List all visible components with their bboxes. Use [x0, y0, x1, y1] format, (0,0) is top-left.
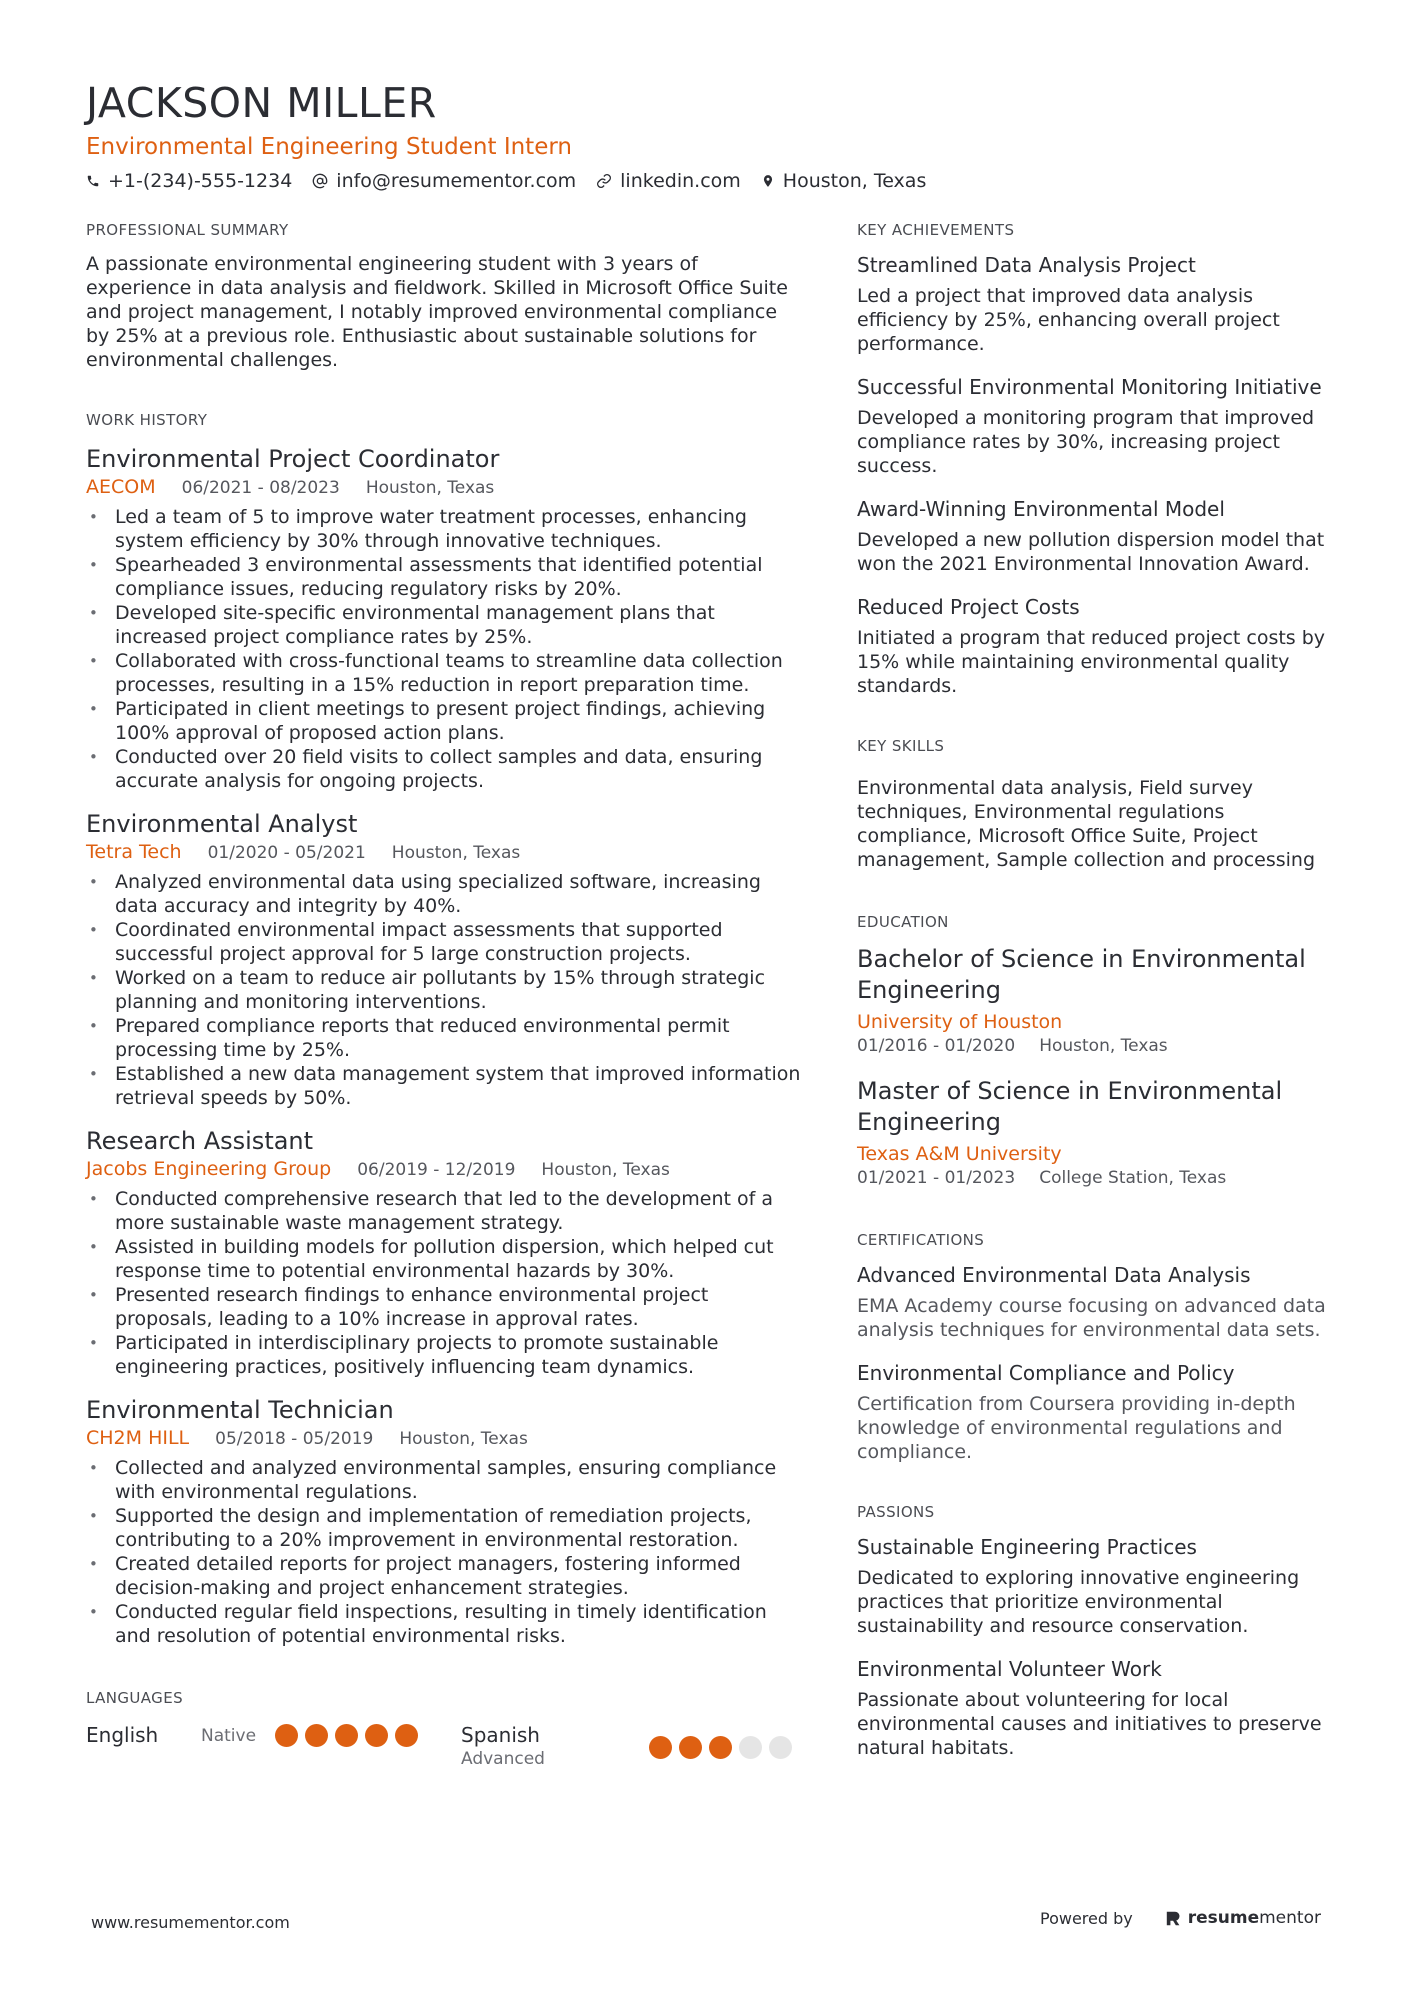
- achievement-title: Award-Winning Environmental Model: [857, 497, 1225, 521]
- job-title: Research Assistant: [86, 1127, 314, 1155]
- achievement-item: [857, 374, 1327, 478]
- brand-bold: resume: [1187, 1908, 1260, 1928]
- rating-dot-empty: [739, 1736, 762, 1759]
- job-title: Environmental Technician: [86, 1396, 394, 1424]
- candidate-name: JACKSON MILLER: [86, 79, 437, 127]
- contact-email[interactable]: [312, 168, 576, 194]
- powered-by-label: Powered by: [1040, 1908, 1133, 1928]
- rating-dot-filled: [395, 1724, 418, 1747]
- passion-item: [857, 1534, 1327, 1638]
- resumementor-logo-icon: [1165, 1909, 1183, 1927]
- language-level: Advanced: [461, 1749, 545, 1769]
- certification-item: [857, 1360, 1327, 1464]
- certification-title: Advanced Environmental Data Analysis: [857, 1263, 1251, 1287]
- work-history-heading: WORK HISTORY: [86, 411, 208, 429]
- job-bullet: • Prepared compliance reports that reduced environmental permit processing time by 25%.: [86, 1014, 804, 1062]
- education-item: [857, 1076, 1327, 1190]
- job-bullet: • Led a team of 5 to improve water treatment processes, enhancing system efficiency by 30% through innovative techniques.: [86, 505, 804, 553]
- summary-text: A passionate environmental engineering student with 3 years of experience in data analysis and fieldwork. Skilled in Microsoft Office Suite and project management, I notably improved environmental compliance by 25% at a previous role. Enthusiastic about sustainable solutions for environmental challenges.: [86, 253, 788, 371]
- education-meta: [857, 1034, 1327, 1058]
- achievement-item: [857, 594, 1327, 698]
- education-location: College Station, Texas: [1039, 1168, 1227, 1188]
- brand-rest: mentor: [1259, 1908, 1321, 1928]
- job-bullet: • Analyzed environmental data using specialized software, increasing data accuracy and integrity by 40%.: [86, 870, 804, 918]
- education-meta: [857, 1166, 1327, 1190]
- rating-dot-filled: [305, 1724, 328, 1747]
- job-bullets: [86, 870, 804, 1110]
- job-dates: 05/2018 - 05/2019: [215, 1429, 374, 1449]
- language-name: English: [86, 1723, 159, 1747]
- linkedin-text: linkedin.com: [620, 170, 741, 192]
- language-label-stack: [461, 1722, 649, 1770]
- certification-desc: EMA Academy course focusing on advanced data analysis techniques for environmental data sets.: [857, 1295, 1326, 1341]
- job-bullet: • Supported the design and implementation of remediation projects, contributing to a 20% improvement in environmental restoration.: [86, 1504, 804, 1552]
- job-title: Environmental Project Coordinator: [86, 445, 500, 473]
- education-section: [857, 912, 1327, 1190]
- job-meta: [86, 1427, 804, 1450]
- passion-desc: Passionate about volunteering for local environmental causes and initiatives to preserve natural habitats.: [857, 1689, 1322, 1759]
- education-degree: Master of Science in Environmental Engineering: [857, 1077, 1283, 1136]
- job-bullet: • Established a new data management system that improved information retrieval speeds by 50%.: [86, 1062, 804, 1110]
- education-heading: EDUCATION: [857, 913, 949, 931]
- job-meta: [86, 841, 804, 864]
- job-meta: [86, 1158, 804, 1181]
- passions-section: [857, 1502, 1327, 1760]
- footer-website[interactable]: www.resumementor.com: [91, 1913, 290, 1932]
- achievement-title: Successful Environmental Monitoring Initiative: [857, 375, 1322, 399]
- language-rating: [275, 1722, 425, 1748]
- job-entry: [86, 1395, 804, 1648]
- left-column: [86, 220, 804, 1770]
- job-company: Tetra Tech: [86, 841, 182, 863]
- job-bullet: • Created detailed reports for project managers, fostering informed decision-making and project enhancement strategies.: [86, 1552, 804, 1600]
- language-rating: [649, 1734, 799, 1760]
- summary-section: [86, 220, 804, 372]
- education-dates: 01/2016 - 01/2020: [857, 1036, 1016, 1056]
- job-company: CH2M HILL: [86, 1427, 190, 1449]
- job-location: Houston, Texas: [391, 843, 521, 863]
- job-bullet: • Conducted comprehensive research that led to the development of a more sustainable waste management strategy.: [86, 1187, 804, 1235]
- job-location: Houston, Texas: [399, 1429, 528, 1449]
- at-sign-icon: [312, 173, 328, 189]
- job-bullet: • Conducted regular field inspections, resulting in timely identification and resolution of potential environmental risks.: [86, 1600, 804, 1648]
- passion-desc: Dedicated to exploring innovative engineering practices that prioritize environmental sustainability and resource conservation.: [857, 1567, 1300, 1637]
- job-entry: [86, 1126, 804, 1379]
- skills-text: Environmental data analysis, Field survey techniques, Environmental regulations compliance, Microsoft Office Suite, Project management, Sample collection and processing: [857, 777, 1316, 871]
- job-location: Houston, Texas: [365, 478, 495, 498]
- language-level: Native: [201, 1726, 257, 1746]
- education-school: Texas A&M University: [857, 1143, 1062, 1165]
- achievement-desc: Developed a monitoring program that improved compliance rates by 30%, increasing project success.: [857, 407, 1315, 477]
- achievements-heading: KEY ACHIEVEMENTS: [857, 221, 1015, 239]
- job-bullets: [86, 505, 804, 793]
- education-dates: 01/2021 - 01/2023: [857, 1168, 1016, 1188]
- phone-text: +1-(234)-555-1234: [108, 170, 293, 192]
- contact-bar: [86, 168, 1326, 194]
- certifications-heading: CERTIFICATIONS: [857, 1231, 985, 1249]
- languages-section: [86, 1688, 804, 1770]
- job-company: Jacobs Engineering Group: [86, 1158, 332, 1180]
- job-entry: [86, 444, 804, 793]
- achievement-item: [857, 252, 1327, 356]
- job-dates: 06/2021 - 08/2023: [181, 478, 340, 498]
- education-school: University of Houston: [857, 1011, 1063, 1033]
- rating-dot-filled: [275, 1724, 298, 1747]
- language-english: [86, 1722, 461, 1770]
- job-bullet: • Coordinated environmental impact assessments that supported successful project approval for 5 large construction projects.: [86, 918, 804, 966]
- language-name: Spanish: [461, 1723, 540, 1747]
- rating-dot-filled: [679, 1736, 702, 1759]
- job-company: AECOM: [86, 476, 156, 498]
- education-location: Houston, Texas: [1039, 1036, 1168, 1056]
- passion-title: Sustainable Engineering Practices: [857, 1535, 1197, 1559]
- location-pin-icon: [761, 173, 775, 189]
- resume-header: [86, 78, 1326, 194]
- rating-dot-filled: [365, 1724, 388, 1747]
- contact-phone[interactable]: [86, 168, 292, 194]
- location-text: Houston, Texas: [782, 170, 927, 192]
- rating-dot-empty: [769, 1736, 792, 1759]
- certification-desc: Certification from Coursera providing in-depth knowledge of environmental regulations and compliance.: [857, 1393, 1296, 1463]
- passion-item: [857, 1656, 1327, 1760]
- rating-dot-filled: [335, 1724, 358, 1747]
- language-spanish: [461, 1722, 801, 1770]
- candidate-role: Environmental Engineering Student Intern: [86, 134, 572, 160]
- job-bullet: • Assisted in building models for pollution dispersion, which helped cut response time to potential environmental hazards by 30%.: [86, 1235, 804, 1283]
- education-item: [857, 944, 1327, 1058]
- passions-heading: PASSIONS: [857, 1503, 935, 1521]
- job-bullets: [86, 1456, 804, 1648]
- job-bullets: [86, 1187, 804, 1379]
- languages-heading: LANGUAGES: [86, 1689, 184, 1707]
- passion-title: Environmental Volunteer Work: [857, 1657, 1162, 1681]
- job-entry: [86, 809, 804, 1110]
- job-bullet: • Participated in interdisciplinary projects to promote sustainable engineering practices, positively influencing team dynamics.: [86, 1331, 804, 1379]
- skills-section: [857, 736, 1327, 872]
- footer-powered: [1040, 1908, 1321, 1928]
- achievement-desc: Initiated a program that reduced project costs by 15% while maintaining environmental quality standards.: [857, 627, 1326, 697]
- achievement-desc: Developed a new pollution dispersion model that won the 2021 Environmental Innovation Award.: [857, 529, 1325, 575]
- certification-item: [857, 1262, 1327, 1342]
- job-bullet: • Collected and analyzed environmental samples, ensuring compliance with environmental regulations.: [86, 1456, 804, 1504]
- contact-location: [761, 168, 927, 194]
- achievement-desc: Led a project that improved data analysis efficiency by 25%, enhancing overall project performance.: [857, 285, 1280, 355]
- certification-title: Environmental Compliance and Policy: [857, 1361, 1235, 1385]
- job-dates: 06/2019 - 12/2019: [357, 1160, 516, 1180]
- achievement-title: Streamlined Data Analysis Project: [857, 253, 1196, 277]
- certifications-section: [857, 1230, 1327, 1464]
- languages-list: [86, 1722, 804, 1770]
- job-bullet: • Participated in client meetings to present project findings, achieving 100% approval of proposed action plans.: [86, 697, 804, 745]
- rating-dot-filled: [709, 1736, 732, 1759]
- job-dates: 01/2020 - 05/2021: [207, 843, 366, 863]
- contact-linkedin[interactable]: [596, 168, 741, 194]
- job-location: Houston, Texas: [541, 1160, 670, 1180]
- rating-dot-filled: [649, 1736, 672, 1759]
- skills-heading: KEY SKILLS: [857, 737, 945, 755]
- job-bullet: • Worked on a team to reduce air pollutants by 15% through strategic planning and monitoring interventions.: [86, 966, 804, 1014]
- job-bullet: • Collaborated with cross-functional teams to streamline data collection processes, resulting in a 15% reduction in report preparation time.: [86, 649, 804, 697]
- job-bullet: • Developed site-specific environmental management plans that increased project compliance rates by 25%.: [86, 601, 804, 649]
- job-title: Environmental Analyst: [86, 810, 358, 838]
- achievements-section: [857, 220, 1327, 698]
- brand-logo[interactable]: [1165, 1908, 1321, 1928]
- achievement-item: [857, 496, 1327, 576]
- education-degree: Bachelor of Science in Environmental Engineering: [857, 945, 1306, 1004]
- link-icon: [596, 173, 612, 189]
- job-bullet: • Presented research findings to enhance environmental project proposals, leading to a 10% increase in approval rates.: [86, 1283, 804, 1331]
- work-history-section: [86, 410, 804, 1648]
- phone-icon: [86, 174, 100, 188]
- job-bullet: • Spearheaded 3 environmental assessments that identified potential compliance issues, reducing regulatory risks by 20%.: [86, 553, 804, 601]
- summary-heading: PROFESSIONAL SUMMARY: [86, 221, 289, 239]
- job-bullet: • Conducted over 20 field visits to collect samples and data, ensuring accurate analysis for ongoing projects.: [86, 745, 804, 793]
- right-column: [857, 220, 1327, 1760]
- job-meta: [86, 476, 804, 499]
- email-text: info@resumementor.com: [336, 170, 577, 192]
- achievement-title: Reduced Project Costs: [857, 595, 1080, 619]
